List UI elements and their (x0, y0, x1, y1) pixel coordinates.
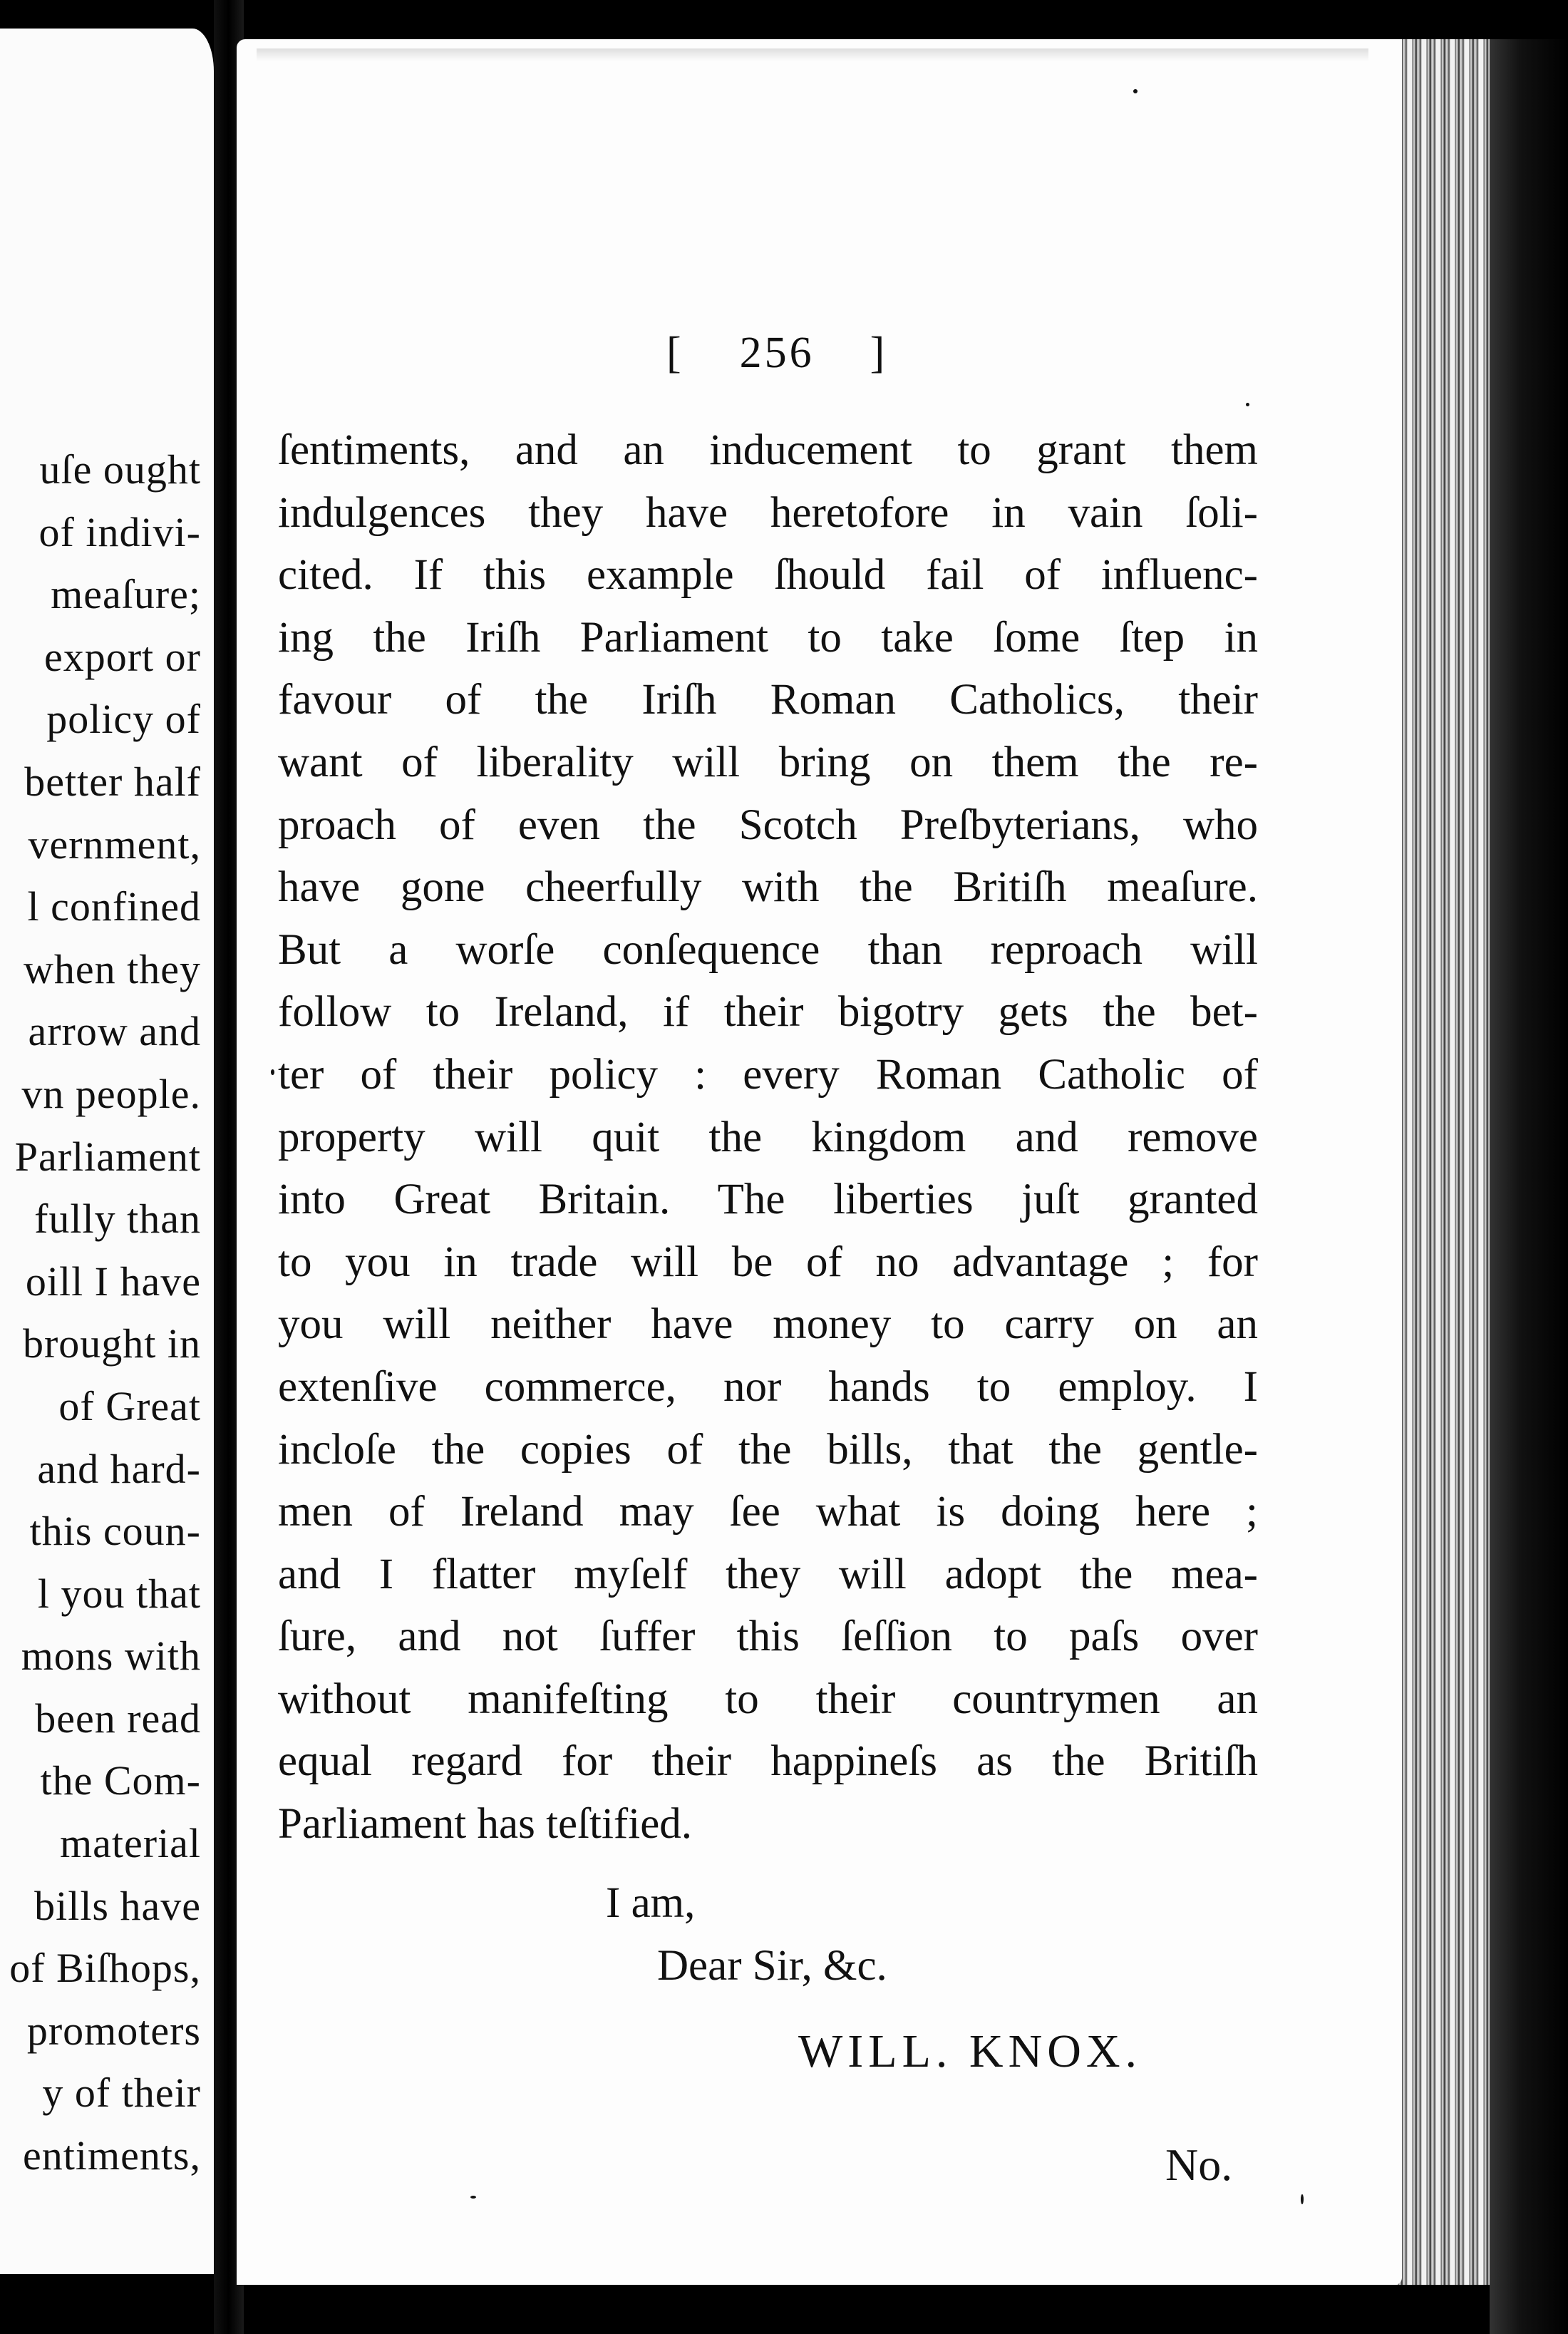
text-line: equal regard for their happineſs as the Britiſh (278, 1737, 1258, 1786)
left-page-line: bills have (34, 1882, 201, 1929)
left-page-line: l confined (27, 883, 201, 930)
left-page-line: meaſure; (51, 571, 201, 618)
left-page-line: of Great (58, 1382, 201, 1429)
left-page-line: when they (24, 945, 201, 992)
left-facing-page (0, 29, 214, 2274)
left-page-line: the Com- (40, 1757, 201, 1804)
text-line: and I flatter myſelf they will adopt the mea- (278, 1550, 1258, 1598)
ink-speck (1301, 2194, 1304, 2204)
text-line: Parliament has teſtified. (278, 1800, 693, 1849)
text-line: you will neither have money to carry on an (278, 1300, 1258, 1349)
text-line: indulgences they have heretofore in vain ſoli- (278, 488, 1258, 537)
text-line: men of Ireland may ſee what is doing here ; (278, 1488, 1258, 1536)
text-line: without manifeſting to their countrymen an (278, 1675, 1258, 1723)
text-line: follow to Ireland, if their bigotry gets the bet- (278, 988, 1258, 1037)
text-line: ſure, and not ſuffer this ſeſſion to paſs over (278, 1613, 1258, 1661)
text-line: ter of their policy : every Roman Catholic of (278, 1050, 1258, 1099)
left-page-text (9, 438, 201, 2187)
left-page-line: of indivi- (38, 508, 201, 555)
left-page-line: export or (44, 633, 201, 680)
salutation: I am, (606, 1879, 696, 1927)
text-line: want of liberality will bring on them the re- (278, 738, 1258, 786)
text-line: proach of even the Scotch Preſbyterians, who (278, 801, 1258, 849)
text-line: ſentiments, and an inducement to grant them (278, 426, 1258, 474)
page-number-open-bracket: [ (666, 329, 684, 377)
text-line: But a worſe conſequence than reproach will (278, 925, 1258, 974)
text-line: cited. If this example ſhould fail of influenc- (278, 551, 1258, 600)
page-number-value: 256 (739, 329, 815, 377)
left-page-line: arrow and (28, 1008, 201, 1055)
left-page-line: policy of (46, 696, 201, 743)
left-page-line: promoters (26, 2007, 201, 2054)
book-edge-shadow (1490, 39, 1568, 2334)
ink-speck (470, 2196, 476, 2199)
signature: WILL. KNOX. (798, 2025, 1143, 2077)
left-page-line: brought in (22, 1320, 201, 1367)
page-top-shadow (257, 48, 1368, 61)
text-line: have gone cheerfully with the Britiſh meaſure. (278, 863, 1258, 912)
left-page-line: l you that (37, 1570, 201, 1617)
ink-speck (1133, 89, 1138, 93)
left-page-line: this coun- (29, 1508, 201, 1555)
left-page-line: material (59, 1820, 201, 1867)
left-page-line: oill I have (25, 1258, 201, 1305)
left-page-line: uſe ought (39, 446, 201, 493)
ink-speck (1246, 403, 1249, 406)
text-line: incloſe the copies of the bills, that the gentle- (278, 1425, 1258, 1474)
text-line: favour of the Iriſh Roman Catholics, their (278, 676, 1258, 724)
page-number (666, 328, 887, 379)
text-line: to you in trade will be of no advantage ; for (278, 1238, 1258, 1286)
text-line: property will quit the kingdom and remove (278, 1113, 1258, 1161)
left-page-line: and hard- (37, 1445, 201, 1492)
body-text (278, 419, 1258, 1856)
text-line: extenſive commerce, nor hands to employ. I (278, 1362, 1258, 1411)
closing-formula: Dear Sir, &c. (657, 1942, 887, 1990)
left-page-line: of Biſhops, (9, 1945, 201, 1992)
left-page-line: y of their (42, 2070, 201, 2117)
left-page-line: vernment, (28, 821, 201, 868)
page-number-close-bracket: ] (870, 329, 888, 377)
left-page-line: Parliament (14, 1133, 201, 1180)
text-line: ing the Iriſh Parliament to take ſome ſtep in (278, 613, 1258, 662)
left-page-line: entiments, (22, 2132, 201, 2179)
text-line: into Great Britain. The liberties juſt granted (278, 1176, 1258, 1224)
left-page-line: mons with (21, 1633, 201, 1680)
left-page-line: fully than (34, 1196, 201, 1243)
catchword: No. (1165, 2139, 1233, 2190)
ink-speck (271, 1069, 274, 1075)
left-page-line: better half (24, 758, 201, 805)
left-page-line: vn people. (21, 1070, 201, 1117)
left-page-line: been read (35, 1695, 201, 1742)
